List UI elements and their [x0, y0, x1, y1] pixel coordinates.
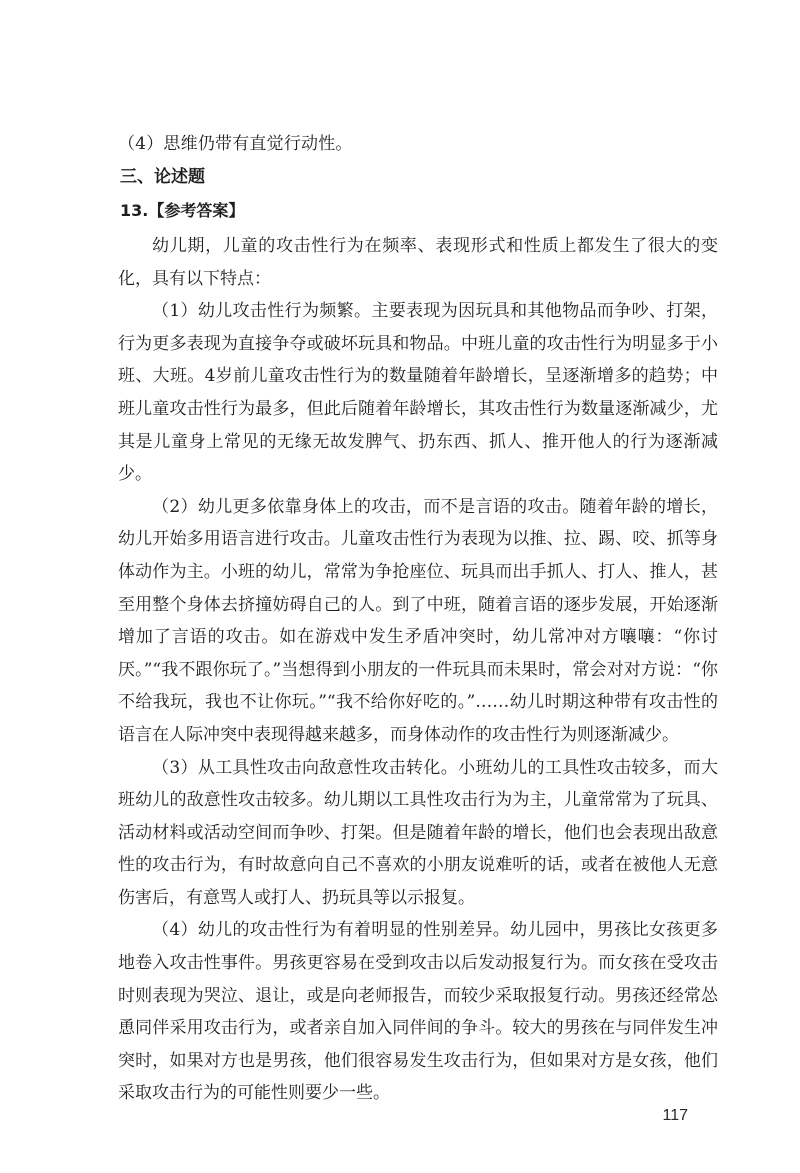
intro-list-item: （4）思维仍带有直觉行动性。	[118, 134, 353, 154]
paragraph-point-2: （2）幼儿更多依靠身体上的攻击，而不是言语的攻击。随着年龄的增长，幼儿开始多用语言进行攻击。儿童攻击性行为表现为以推、拉、踢、咬、抓等身体动作为主。小班的幼儿，常常为争抢座位、玩具而出手抓人、打人、推人，甚至用整个身体去挤撞妨碍自己的人。到了中班，随着言语的逐步发展，开始逐渐增加了言语的攻击。如在游戏中发生矛盾冲突时，幼儿常冲对方嚷嚷：“你讨厌。”“我不跟你玩了。”当想得到小朋友的一件玩具而未果时，常会对对方说：“你不给我玩，我也不让你玩。”“我不给你好吃的。”……幼儿时期这种带有攻击性的语言在人际冲突中表现得越来越多，而身体动作的攻击性行为则逐渐减少。	[118, 496, 718, 745]
paragraph-point-4: （4）幼儿的攻击性行为有着明显的性别差异。幼儿园中，男孩比女孩更多地卷入攻击性事件。男孩更容易在受到攻击以后发动报复行为。而女孩在受攻击时则表现为哭泣、退让，或是向老师报告，而较少采取报复行动。男孩还经常怂恿同伴采用攻击行为，或者亲自加入同伴间的争斗。较大的男孩在与同伴发生冲突时，如果对方也是男孩，他们很容易发生攻击行为，但如果对方是女孩，他们采取攻击行为的可能性则要少一些。	[118, 920, 718, 1104]
page-content	[118, 128, 718, 1110]
page-number: 117	[662, 1107, 688, 1124]
answer-label: 13.【参考答案】	[120, 201, 245, 220]
paragraph-point-1: （1）幼儿攻击性行为频繁。主要表现为因玩具和其他物品而争吵、打架，行为更多表现为直接争夺或破坏玩具和物品。中班儿童的攻击性行为明显多于小班、大班。4岁前儿童攻击性行为的数量随着年龄增长，呈逐渐增多的趋势；中班儿童攻击性行为最多，但此后随着年龄增长，其攻击性行为数量逐渐减少，尤其是儿童身上常见的无缘无故发脾气、扔东西、抓人、推开他人的行为逐渐减少。	[118, 301, 718, 485]
paragraph-intro: 幼儿期，儿童的攻击性行为在频率、表现形式和性质上都发生了很大的变化，具有以下特点：	[118, 236, 718, 289]
paragraph-point-3: （3）从工具性攻击向敌意性攻击转化。小班幼儿的工具性攻击较多，而大班幼儿的敌意性攻击较多。幼儿期以工具性攻击行为为主，儿童常常为了玩具、活动材料或活动空间而争吵、打架。但是随着年龄的增长，他们也会表现出敌意性的攻击行为，有时故意向自己不喜欢的小朋友说难听的话，或者在被他人无意伤害后，有意骂人或打人、扔玩具等以示报复。	[118, 757, 718, 908]
section-heading: 三、论述题	[120, 167, 205, 187]
